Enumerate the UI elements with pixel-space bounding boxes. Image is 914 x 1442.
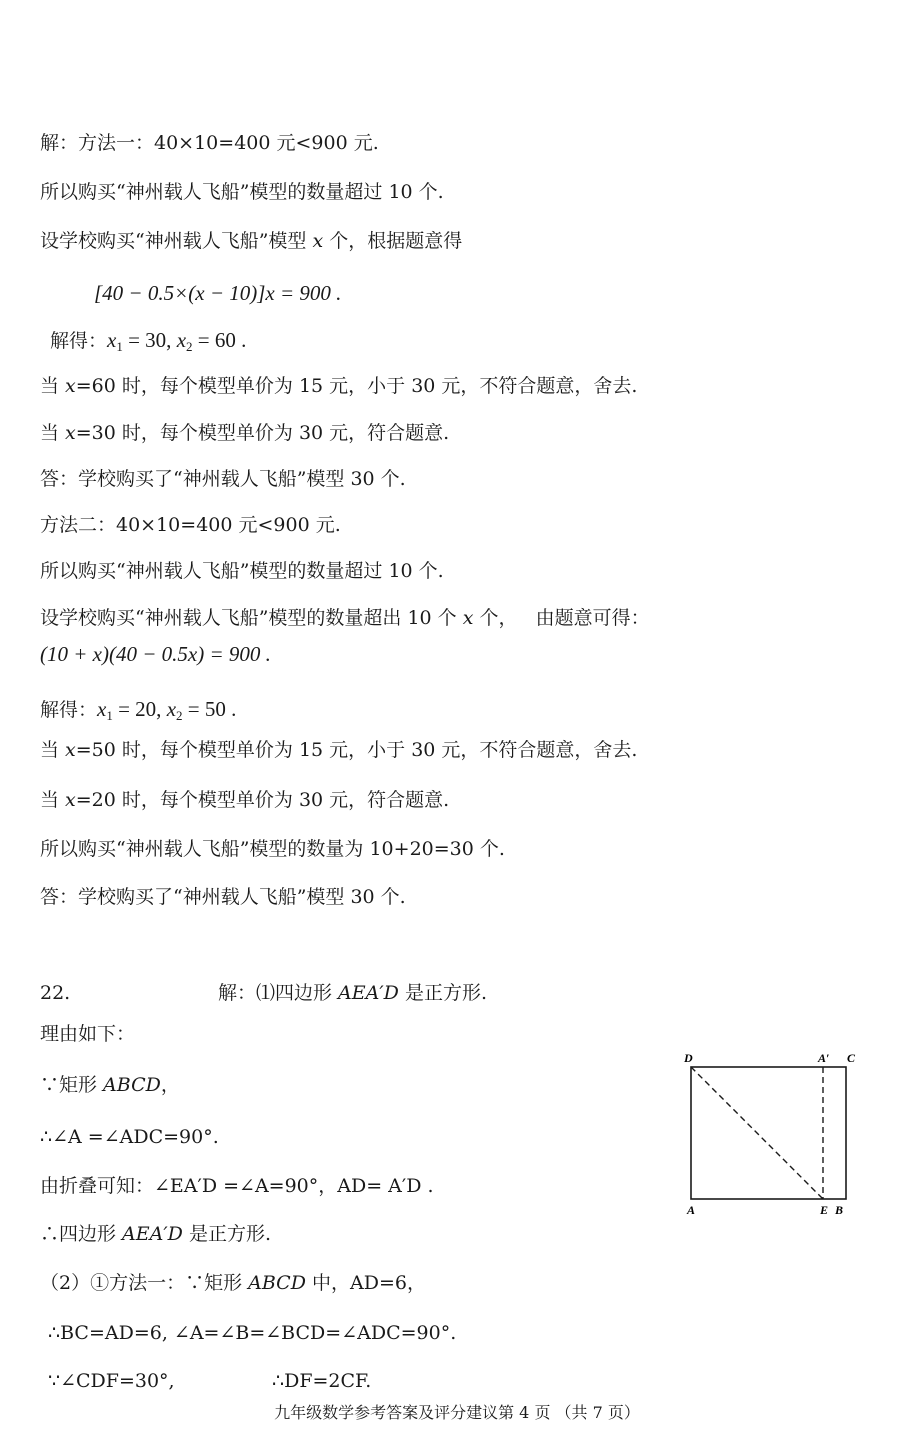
equation: [40 − 0.5×(x − 10)]x = 900 . — [94, 281, 342, 305]
text-line: 所以购买“神州载人飞船”模型的数量为 10+20=30 个. — [40, 838, 505, 860]
text-line: 当 x=20 时，每个模型单价为 30 元，符合题意. — [40, 789, 450, 811]
text-line: 当 x=60 时，每个模型单价为 15 元，小于 30 元，不符合题意，舍去. — [40, 375, 638, 397]
text-line: ∴BC=AD=6, ∠A=∠B=∠BCD=∠ADC=90°. — [48, 1322, 457, 1344]
label-a-prime: A′ — [818, 1051, 830, 1065]
text-line: ∴DF=2CF. — [272, 1370, 372, 1392]
text-line: 解：方法一：40×10=400 元<900 元. — [40, 132, 379, 154]
text-line: （2）①方法一：∵矩形 ABCD 中，AD=6， — [40, 1272, 426, 1294]
fold-line-de — [691, 1067, 823, 1199]
text-line: 所以购买“神州载人飞船”模型的数量超过 10 个. — [40, 560, 444, 582]
text-line: 设学校购买“神州载人飞船”模型的数量超出 10 个 x 个， 由题意可得： — [40, 607, 650, 629]
text-line: 方法二：40×10=400 元<900 元. — [40, 514, 341, 536]
text-line: ∴∠A =∠ADC=90°. — [40, 1126, 219, 1148]
text-line: 当 x=50 时，每个模型单价为 15 元，小于 30 元，不符合题意，舍去. — [40, 739, 638, 761]
question-title: 解：⑴四边形 AEA′D 是正方形. — [218, 982, 487, 1004]
label-e: E — [820, 1203, 829, 1217]
solution-line: 解得：x1 = 30, x2 = 60 . — [50, 328, 247, 354]
text-line: 由折叠可知：∠EA′D =∠A=90°，AD= A′D . — [40, 1175, 434, 1197]
answer-line: 答：学校购买了“神州载人飞船”模型 30 个. — [40, 886, 406, 908]
label-b: B — [835, 1203, 844, 1217]
question-number: 22. — [40, 982, 71, 1004]
page-number: 4 — [519, 1403, 530, 1422]
rectangle-fold-figure — [670, 1040, 870, 1220]
text-line: ∵矩形 ABCD， — [40, 1074, 180, 1096]
text-line: ∵∠CDF=30°, — [48, 1370, 175, 1392]
label-d: D — [684, 1051, 693, 1065]
text-line: 所以购买“神州载人飞船”模型的数量超过 10 个. — [40, 181, 444, 203]
page-footer: 九年级数学参考答案及评分建议第 4 页 （共 7 页） — [274, 1403, 640, 1422]
label-a: A — [687, 1203, 696, 1217]
text-line: 理由如下： — [40, 1023, 136, 1045]
label-c: C — [847, 1051, 856, 1065]
text-line: ∴四边形 AEA′D 是正方形. — [40, 1223, 271, 1245]
page-total: 7 — [592, 1403, 603, 1422]
solution-line: 解得：x1 = 20, x2 = 50 . — [40, 697, 237, 723]
text-line: 设学校购买“神州载人飞船”模型 x 个，根据题意得 — [40, 230, 463, 252]
equation: (10 + x)(40 − 0.5x) = 900 . — [40, 642, 271, 666]
text-line: 当 x=30 时，每个模型单价为 30 元，符合题意. — [40, 422, 450, 444]
answer-line: 答：学校购买了“神州载人飞船”模型 30 个. — [40, 468, 406, 490]
